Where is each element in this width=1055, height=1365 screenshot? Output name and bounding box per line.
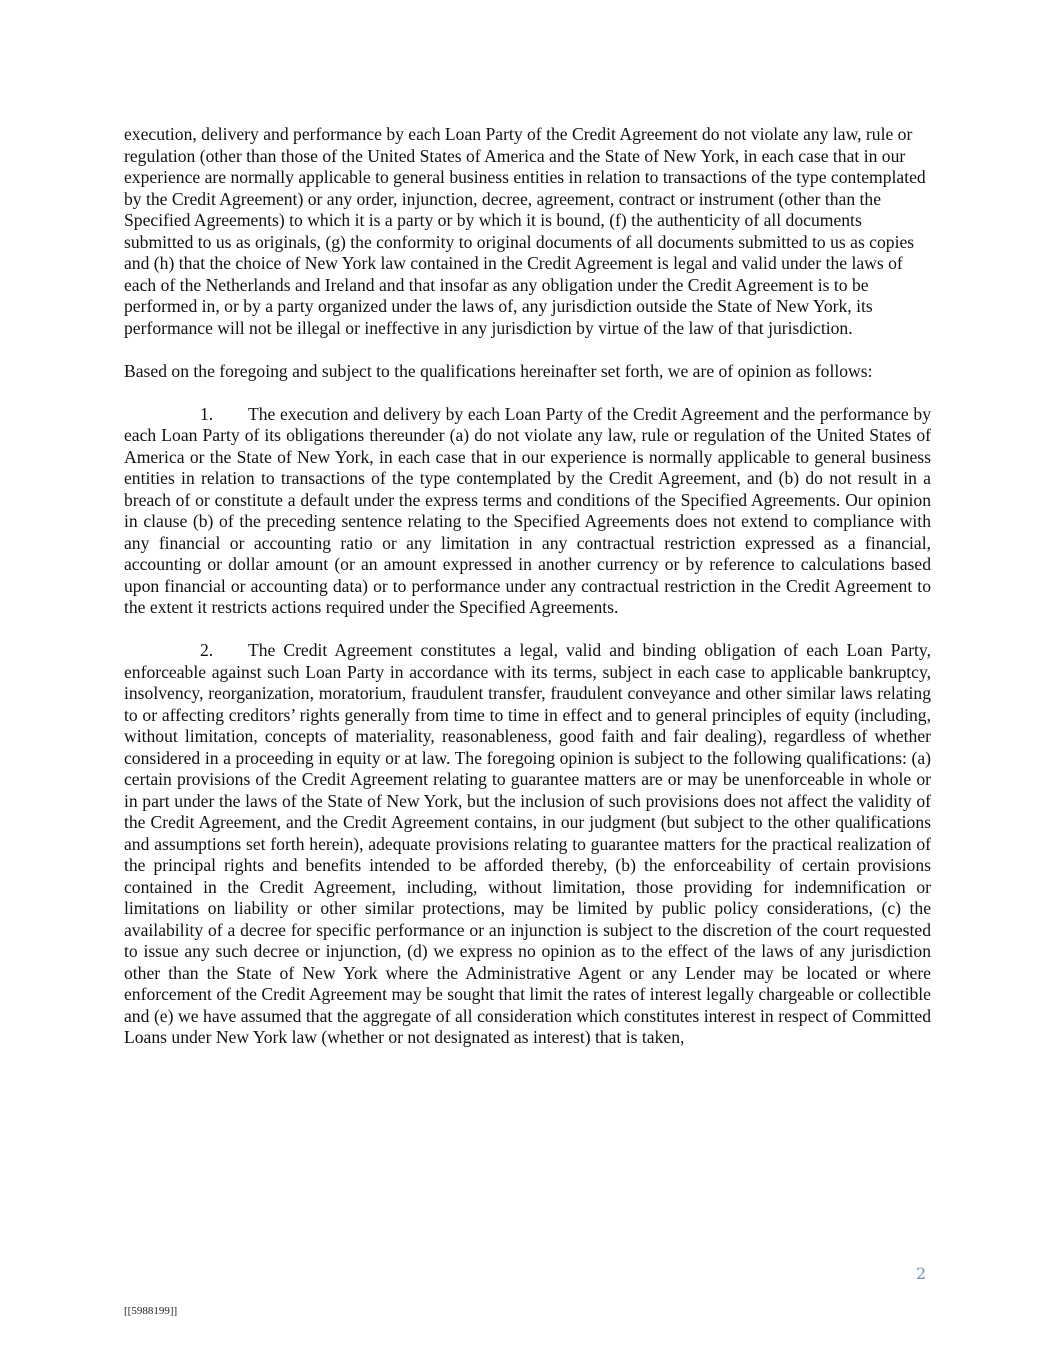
paragraph-2-indent <box>124 640 248 662</box>
paragraph-2-text: The Credit Agreement constitutes a legal, valid and binding obligation of each Loan Party, enforceable against such Loan Party in accordance with its terms, subject in each case to applicable bankruptcy, insolvency, reorganization, moratorium, fraudulent transfer, fraudulent conveyance and other similar laws relating to or affecting creditors’ rights generally from time to time in effect and to general principles of equity (including, without limitation, concepts of materiality, reasonableness, good faith and fair dealing), regardless of whether considered in a proceeding in equity or at law. The foregoing opinion is subject to the following qualifications: (a) certain provisions of the Credit Agreement relating to guarantee matters are or may be unenforceable in whole or in part under the laws of the State of New York, but the inclusion of such provisions does not affect the validity of the Credit Agreement, and the Credit Agreement contains, in our judgment (but subject to the other qualifications and assumptions set forth herein), adequate provisions relating to guarantee matters for the practical realization of the principal rights and benefits intended to be afforded thereby, (b) the enforceability of certain provisions contained in the Credit Agreement, including, without limitation, those providing for indemnification or limitations on liability or other similar protections, may be limited by public policy considerations, (c) the availability of a decree for specific performance or an injunction is subject to the discretion of the court requested to issue any such decree or injunction, (d) we express no opinion as to the effect of the laws of any jurisdiction other than the State of New York where the Administrative Agent or any Lender may be located or where enforcement of the Credit Agreement may be sought that limit the rates of interest legally chargeable or collectible and (e) we have assumed that the aggregate of all consideration which constitutes interest in respect of Committed Loans under New York law (whether or not designated as interest) that is taken, <box>124 640 931 1047</box>
paragraph-assumptions-continued: execution, delivery and performance by each Loan Party of the Credit Agreement do not violate any law, rule or regulation (other than those of the United States of America and the State of New York, in each case that in our experience are normally applicable to general business entities in relation to transactions of the type contemplated by the Credit Agreement) or any order, injunction, decree, agreement, contract or instrument (other than the Specified Agreements) to which it is a party or by which it is bound, (f) the authenticity of all documents submitted to us as originals, (g) the conformity to original documents of all documents submitted to us as copies and (h) that the choice of New York law contained in the Credit Agreement is legal and valid under the laws of each of the Netherlands and Ireland and that insofar as any obligation under the Credit Agreement is to be performed in, or by a party organized under the laws of, any jurisdiction outside the State of New York, its performance will not be illegal or ineffective in any jurisdiction by virtue of the law of that jurisdiction. <box>124 124 926 338</box>
paragraph-opinion-intro: Based on the foregoing and subject to the qualifications hereinafter set forth, we are of opinion as follows: <box>124 360 873 381</box>
paragraph-1-indent <box>124 404 248 426</box>
paragraph-2-number: 2. <box>200 640 214 660</box>
document-id-footer: [[5988199]] <box>124 1305 178 1317</box>
page-number: 2 <box>916 1264 927 1283</box>
document-body <box>124 124 931 1070</box>
numbered-paragraph-2 <box>124 640 931 1049</box>
paragraph-1-text: The execution and delivery by each Loan Party of the Credit Agreement and the performance by each Loan Party of its obligations thereunder (a) do not violate any law, rule or regulation of the United States of America or the State of New York, in each case that in our experience is normally applicable to general business entities in relation to transactions of the type contemplated by the Credit Agreement, and (b) do not result in a breach of or constitute a default under the express terms and conditions of the Specified Agreements. Our opinion in clause (b) of the preceding sentence relating to the Specified Agreements does not extend to compliance with any financial or accounting ratio or any limitation in any contractual restriction expressed as a financial, accounting or dollar amount (or an amount expressed in another currency or by reference to calculations based upon financial or accounting data) or to performance under any contractual restriction in the Credit Agreement to the extent it restricts actions required under the Specified Agreements. <box>124 403 931 617</box>
paragraph-1-number: 1. <box>200 403 214 424</box>
numbered-paragraph-1 <box>124 404 931 619</box>
